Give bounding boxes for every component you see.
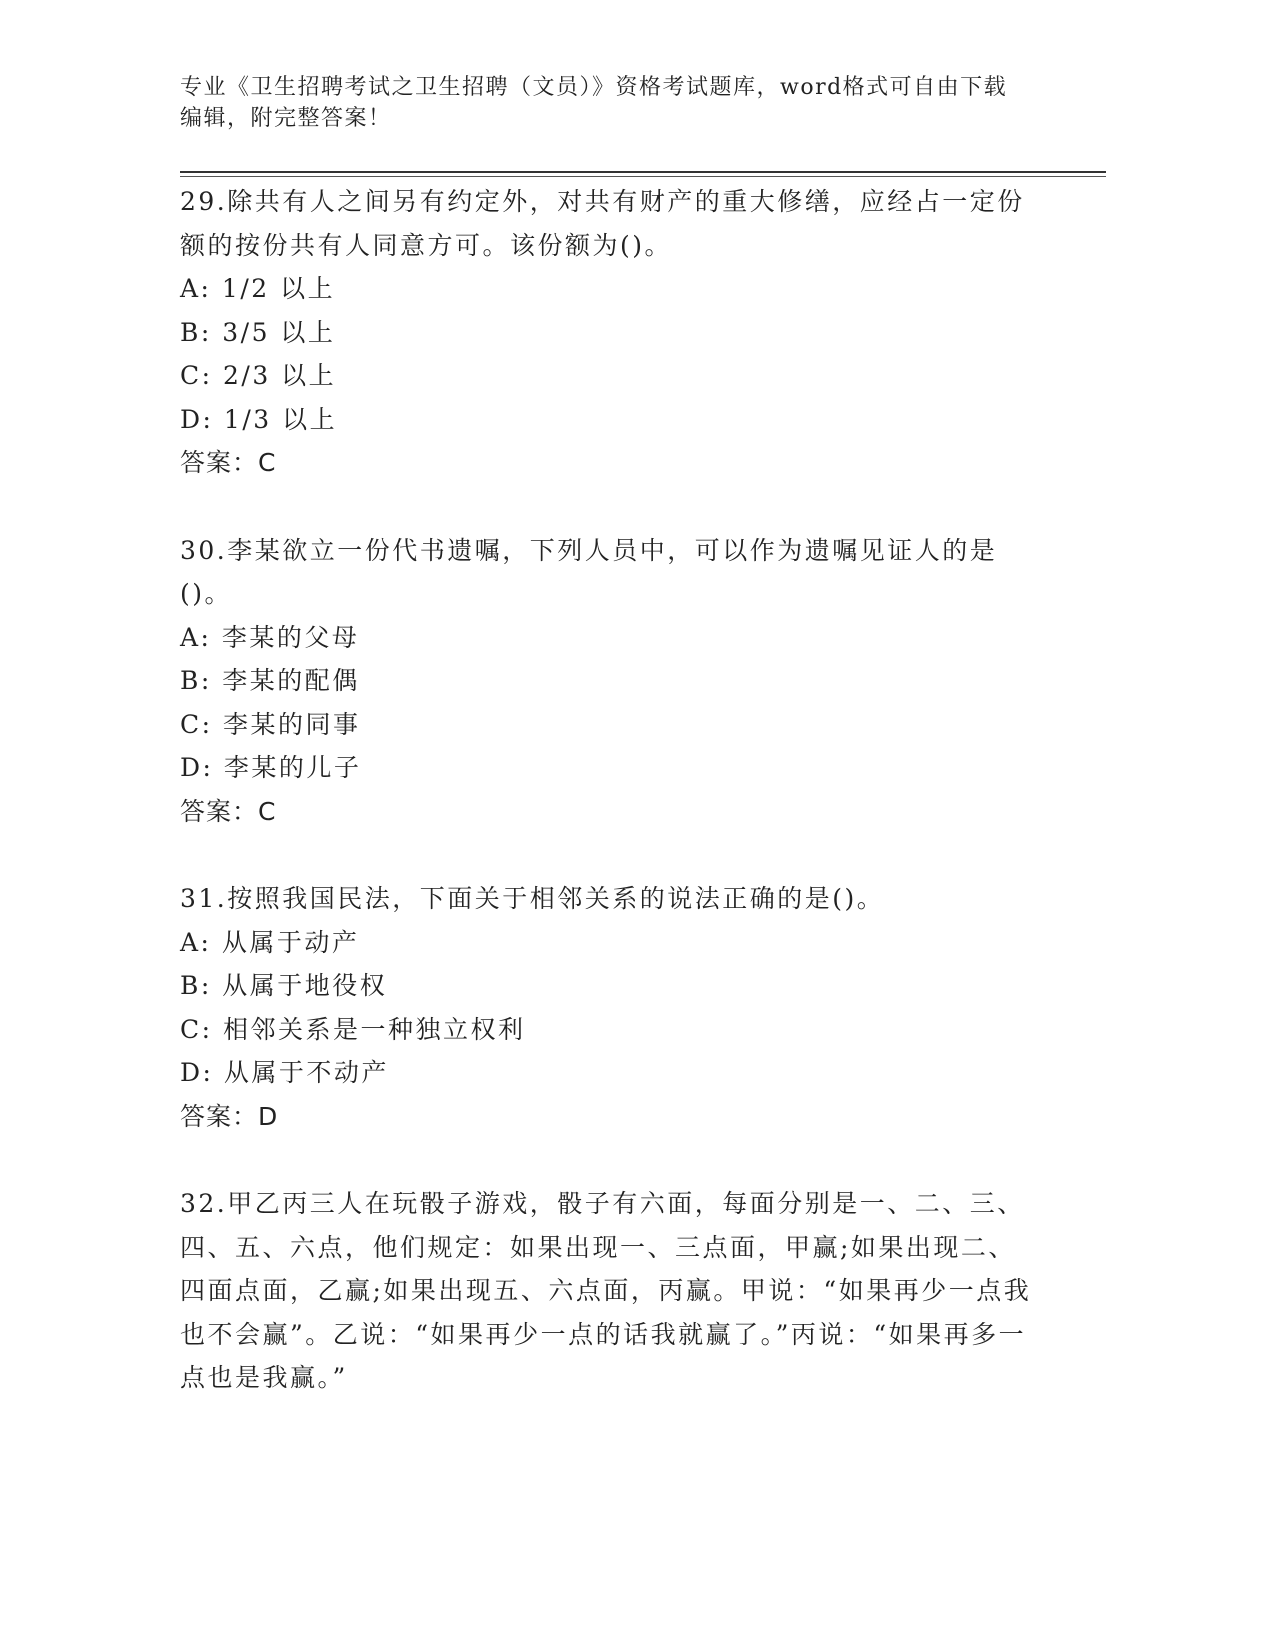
option-list: [180, 921, 1040, 1095]
question-list: [180, 180, 1040, 1400]
option-a: A: 李某的父母: [180, 622, 360, 652]
header-line-2: 编辑，附完整答案！: [180, 106, 392, 131]
question-text: 32.甲乙丙三人在玩骰子游戏，骰子有六面，每面分别是一、二、三、四、五、六点，他们规定：如果出现一、三点面，甲赢;如果出现二、四面点面，乙赢;如果出现五、六点面，丙赢。甲说：“如果再少一点我也不会赢”。乙说：“如果再少一点的话我就赢了。”丙说：“如果再多一点也是我赢。”: [180, 1189, 1032, 1392]
question-text: 29.除共有人之间另有约定外，对共有财产的重大修缮，应经占一定份额的按份共有人同意方可。该份额为()。: [180, 187, 1025, 260]
question-text: 30.李某欲立一份代书遗嘱，下列人员中，可以作为遗嘱见证人的是()。: [180, 535, 998, 608]
option-a: A: 从属于动产: [180, 927, 360, 957]
option-c: C: 2/3 以上: [180, 361, 337, 390]
spacer: [180, 1138, 1040, 1182]
option-d: D: 李某的儿子: [180, 753, 362, 782]
option-d: D: 1/3 以上: [180, 404, 338, 434]
question-text: 31.按照我国民法，下面关于相邻关系的说法正确的是()。: [180, 884, 885, 913]
option-c: C: 李某的同事: [180, 709, 361, 739]
option-list: [180, 616, 1040, 790]
document-header: [180, 72, 1060, 134]
header-line-1: 专业《卫生招聘考试之卫生招聘（文员）》资格考试题库，word格式可自由下载: [180, 75, 1008, 100]
spacer: [180, 833, 1040, 877]
answer-line: 答案：D: [180, 1101, 279, 1131]
question-30: [180, 529, 1040, 834]
question-29: [180, 180, 1040, 485]
question-32: [180, 1182, 1040, 1400]
spacer: [180, 485, 1040, 529]
option-a: A: 1/2 以上: [180, 274, 336, 303]
question-31: [180, 877, 1040, 1138]
answer-line: 答案：C: [180, 448, 277, 477]
option-d: D: 从属于不动产: [180, 1058, 389, 1087]
option-c: C: 相邻关系是一种独立权利: [180, 1014, 526, 1044]
option-list: [180, 267, 1040, 441]
answer-line: 答案：C: [180, 796, 277, 826]
option-b: B: 从属于地役权: [180, 971, 388, 1000]
option-b: B: 李某的配偶: [180, 666, 360, 695]
option-b: B: 3/5 以上: [180, 317, 336, 347]
header-divider-thick: [180, 171, 1106, 173]
header-divider-thin: [180, 176, 1106, 177]
